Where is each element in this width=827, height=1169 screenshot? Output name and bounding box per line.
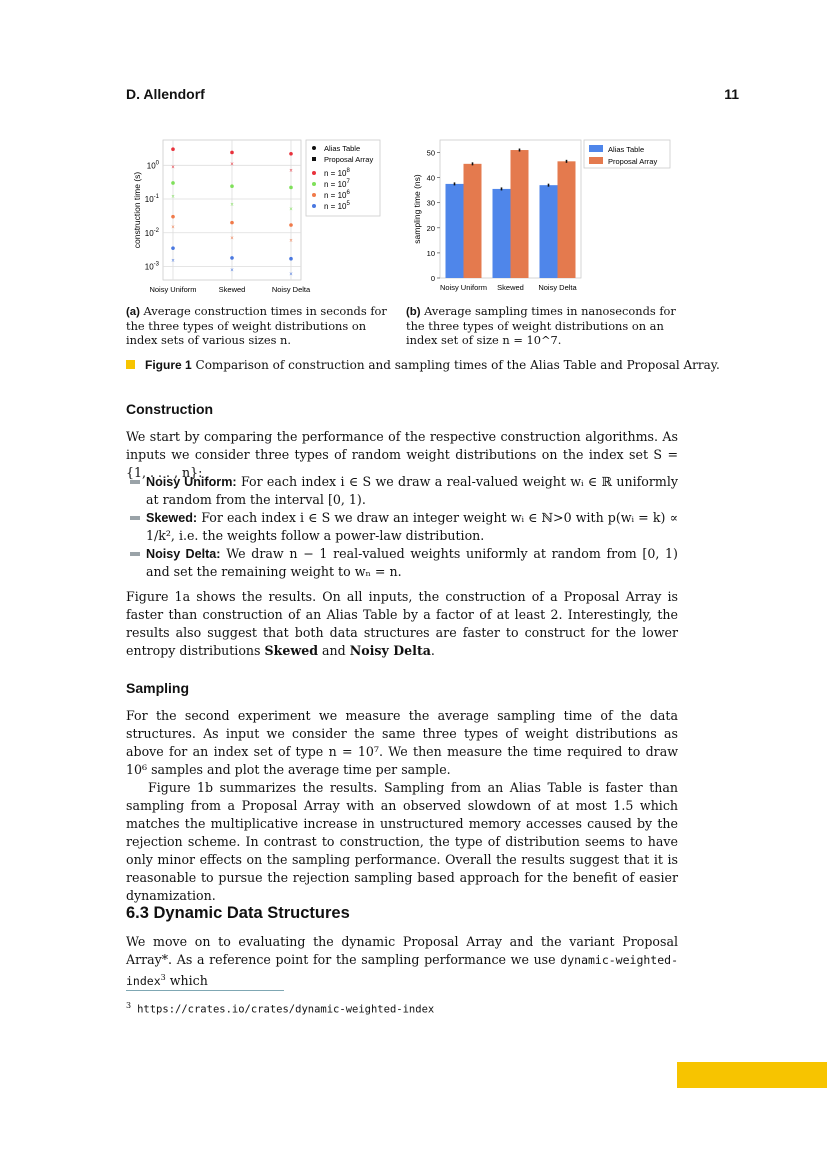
legend-swatch	[589, 145, 603, 152]
alias-table-point	[289, 152, 293, 156]
alias-table-point	[230, 151, 234, 155]
running-header-author: D. Allendorf	[126, 86, 205, 102]
figure-label: Figure 1	[145, 358, 192, 372]
sampling-time-chart	[406, 135, 686, 300]
bullet-icon	[130, 480, 140, 484]
x-tick-label: Noisy Delta	[271, 285, 311, 294]
y-tick-label: $10^0$	[146, 160, 159, 171]
alias-table-point	[289, 223, 293, 227]
y-tick-label: $10^{-2}$	[144, 227, 159, 238]
y-tick-label: 40	[426, 173, 435, 183]
bullet-text: We draw n − 1 real-valued weights uniformly at random from [0, 1) and set the remaining weight to wₙ = n.	[146, 546, 678, 579]
construction-time-chart	[126, 135, 386, 300]
caption-square-icon	[126, 360, 135, 369]
legend-label: Proposal Array	[324, 155, 374, 164]
proposal-array-point: ×	[289, 207, 293, 214]
alias-table-point	[230, 256, 234, 260]
footnote-rule	[126, 990, 284, 991]
results-and: and	[322, 643, 346, 658]
subcaption-a	[126, 304, 398, 348]
distribution-list	[126, 473, 678, 581]
y-tick-label: $10^{-1}$	[144, 194, 159, 205]
proposal-array-point: ×	[230, 267, 234, 274]
alias-table-point	[289, 257, 293, 261]
bar	[464, 164, 482, 278]
subcaption-a-text: Average construction times in seconds for the three types of weight distributions on index sets of various sizes n.	[126, 304, 387, 348]
figure-caption	[126, 358, 720, 372]
subcaption-b-label: (b)	[406, 306, 421, 318]
y-tick-label: $10^{-3}$	[144, 261, 159, 272]
construction-intro: We start by comparing the performance of the respective construction algorithms. As inputs we consider three types of random weight distributions on the index set S = {1, . . . , n}:	[126, 429, 678, 480]
legend-label: Alias Table	[608, 145, 645, 154]
alias-table-point	[230, 184, 234, 188]
proposal-array-point: ×	[289, 238, 293, 245]
legend-swatch	[589, 157, 603, 164]
heading-construction: Construction	[126, 401, 214, 417]
subcaption-a-label: (a)	[126, 306, 140, 318]
results-term-noisy-delta: Noisy Delta	[349, 643, 431, 658]
bar	[540, 185, 558, 278]
bullet-icon	[130, 552, 140, 556]
bullet-term: Skewed:	[146, 511, 198, 525]
bar	[511, 150, 529, 278]
bar	[493, 189, 511, 278]
proposal-array-point: ×	[289, 271, 293, 278]
section-heading-6-3: 6.3 Dynamic Data Structures	[126, 904, 350, 922]
proposal-array-point: ×	[171, 194, 175, 201]
section-6-3-text: We move on to evaluating the dynamic Proposal Array and the variant Proposal Array*. As a reference point for the sampling performance we use	[126, 934, 678, 967]
section-6-3-paragraph	[126, 933, 678, 990]
proposal-array-point: ×	[289, 168, 293, 175]
section-6-3-text-end: which	[169, 973, 208, 989]
proposal-array-point: ×	[230, 161, 234, 168]
bullet-text: For each index i ∈ S we draw an integer weight wᵢ ∈ ℕ>0 with p(wᵢ = k) ∝ 1/k², i.e. the weights follow a power-law distribution.	[146, 510, 678, 543]
y-tick-label: 30	[426, 198, 435, 208]
x-tick-label: Skewed	[497, 283, 524, 292]
legend-label: $n = 10^8$	[324, 168, 350, 178]
x-tick-label: Noisy Delta	[538, 283, 577, 292]
list-item	[126, 473, 678, 509]
subcaption-b-text: Average sampling times in nanoseconds for the three types of weight distributions on an index set of size n = 10^7.	[406, 304, 676, 348]
results-end: .	[430, 643, 435, 658]
footnote-marker: 3	[160, 973, 166, 982]
footnote-number: 3	[126, 1001, 132, 1010]
y-tick-label: 20	[426, 223, 435, 233]
legend-marker-alias	[312, 146, 316, 150]
y-tick-label: 0	[430, 274, 435, 283]
results-term-skewed: Skewed	[264, 643, 319, 658]
page-tab-decoration	[677, 1062, 827, 1088]
legend-marker-proposal	[312, 157, 316, 161]
bar	[558, 161, 576, 278]
legend-label: $n = 10^7$	[324, 179, 350, 189]
legend-marker-size	[312, 193, 316, 197]
page-number: 11	[724, 86, 739, 102]
crate-name-code: dynamic-weighted-index	[126, 953, 678, 989]
alias-table-point	[289, 186, 293, 190]
legend-marker-size	[312, 171, 316, 175]
proposal-array-point: ×	[171, 258, 175, 265]
x-tick-label: Noisy Uniform	[149, 285, 197, 294]
proposal-array-point: ×	[171, 164, 175, 171]
construction-results	[126, 588, 678, 660]
heading-sampling: Sampling	[126, 680, 190, 696]
proposal-array-point: ×	[171, 224, 175, 231]
proposal-array-point: ×	[230, 235, 234, 242]
alias-table-point	[171, 215, 175, 219]
alias-table-point	[171, 181, 175, 185]
footnote	[126, 1001, 434, 1016]
legend-marker-size	[312, 204, 316, 208]
y-axis-label: construction time (s)	[132, 171, 142, 249]
bullet-term: Noisy Uniform:	[146, 475, 237, 489]
alias-table-point	[171, 246, 175, 250]
proposal-array-point: ×	[230, 202, 234, 209]
alias-table-point	[171, 147, 175, 151]
y-axis-label: sampling time (ns)	[412, 174, 422, 244]
subcaption-b	[406, 304, 678, 348]
alias-table-point	[230, 221, 234, 225]
legend-label: Proposal Array	[608, 157, 658, 166]
results-text: Figure 1a shows the results. On all inputs, the construction of a Proposal Array is faster than construction of an Alias Table by a factor of at least 2. Interestingly, the results also suggest that both data structures are faster to construct for the lower entropy distributions	[126, 589, 678, 658]
footnote-url[interactable]: https://crates.io/crates/dynamic-weighted-index	[137, 1003, 435, 1016]
bullet-icon	[130, 516, 140, 520]
y-tick-label: 10	[426, 248, 435, 258]
legend-label: $n = 10^5$	[324, 201, 350, 211]
y-tick-label: 50	[426, 148, 435, 158]
list-item	[126, 509, 678, 545]
x-tick-label: Skewed	[218, 285, 246, 294]
bullet-text: For each index i ∈ S we draw a real-valued weight wᵢ ∈ ℝ uniformly at random from the interval [0, 1).	[146, 474, 678, 507]
legend-label: $n = 10^6$	[324, 190, 350, 200]
list-item	[126, 545, 678, 581]
bar	[446, 184, 464, 278]
bullet-term: Noisy Delta:	[146, 547, 221, 561]
x-tick-label: Noisy Uniform	[439, 283, 488, 292]
sampling-paragraph-1: For the second experiment we measure the average sampling time of the data structures. As input we consider the same three types of weight distributions as above for an index set of type n = 10⁷. We then measure the time required to draw 10⁶ samples and plot the average time per sample.	[126, 708, 678, 777]
sampling-paragraph-2: Figure 1b summarizes the results. Sampling from an Alias Table is faster than sampling from a Proposal Array with an observed slowdown of at most 1.5 which matches the multiplicative increase in unstructured memory accesses caused by the rejection scheme. In contrast to construction, the type of distribution seems to have only minor effects on the sampling performance. Overall the results suggest that it is reasonable to pursue the rejection sampling based approach for the benefit of easier dynamization.	[126, 780, 678, 903]
figure-caption-text: Comparison of construction and sampling times of the Alias Table and Proposal Array.	[195, 358, 720, 372]
legend-marker-size	[312, 182, 316, 186]
legend-label: Alias Table	[324, 144, 361, 153]
